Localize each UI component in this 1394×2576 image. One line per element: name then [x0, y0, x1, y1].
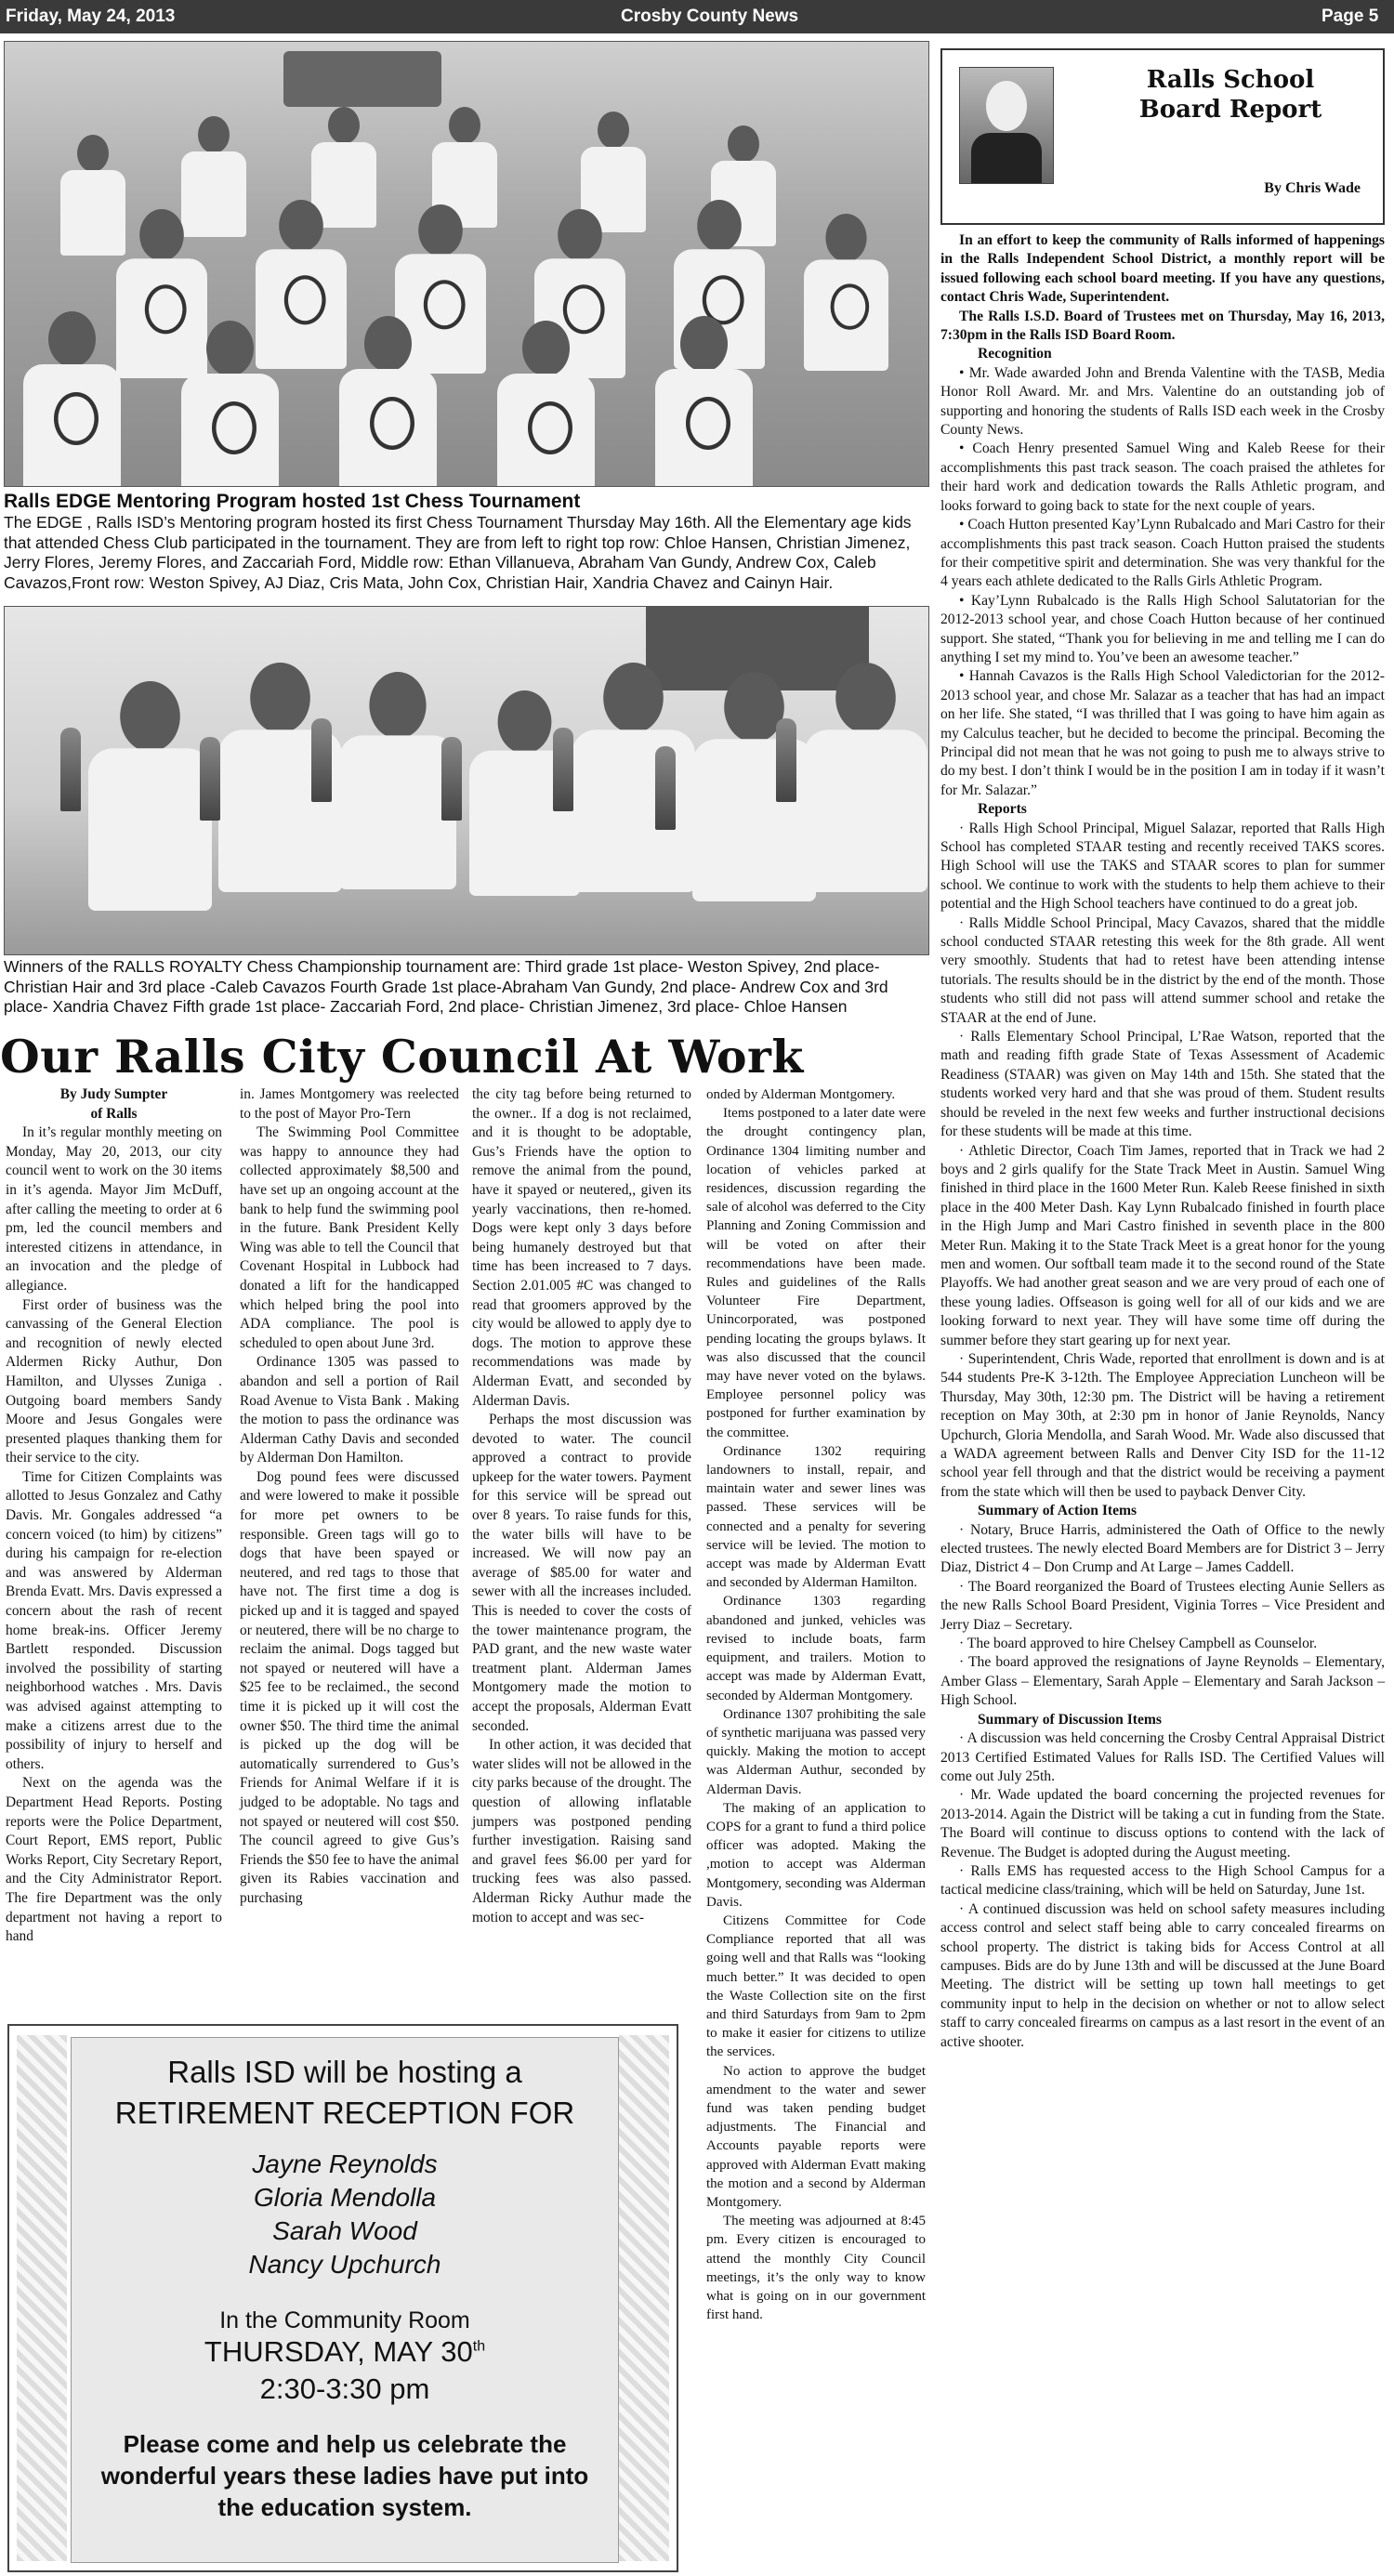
article-paragraph: The meeting was adjourned at 8:45 pm. Every citizen is encouraged to attend the monthly City Council meetings, it’s the only way to know what is going on in our government first hand. — [706, 2214, 926, 2323]
report-paragraph: · Ralls Elementary School Principal, L’Rae Watson, reported that the math and reading fifth grade State of Texas Assessment of Academic Readiness (STAAR) was given on May 14th and 15th. She stated that the students worked very hard and that she was proud of them. Student results should be reveled in the next few weeks and further instructional decisions for these students will be made at this time. — [940, 1029, 1385, 1140]
board-report-header — [940, 48, 1385, 225]
report-paragraph: · The Board reorganized the Board of Trustees electing Aunie Sellers as the new Ralls School Board President, Viginia Torres – Vice President and Jerry Diaz – Secretary. — [940, 1578, 1385, 1633]
report-paragraph: • Kay’Lynn Rubalcado is the Ralls High School Salutatorian for the 2012-2013 school year, and chose Coach Hutton because of her continued support. She stated, “Thank you for believing in me and telling me I can do anything I set my mind to. You’ve been an awesome teacher.” — [940, 592, 1385, 665]
ad-line-1: Ralls ISD will be hosting a — [167, 2055, 522, 2089]
article-paragraph: No action to approve the budget amendment to the water and sewer fund was taken pending budget adjustments. The Financial and Accounts payable reports were approved with Alderman Evatt making the motion and a second by Alderman Montgomery. — [706, 2063, 926, 2210]
honoree-name: Jayne Reynolds — [252, 2149, 438, 2178]
article-column-1 — [6, 1085, 222, 1947]
article-paragraph: in. James Montgomery was reelected to the post of Mayor Pro-Tern — [240, 1086, 459, 1122]
report-section-heading: Reports — [978, 801, 1027, 818]
article-headline: Our Ralls City Council At Work — [0, 1030, 804, 1084]
ad-location: In the Community Room — [219, 2307, 470, 2333]
report-paragraph: · A continued discussion was held on school safety measures including access control and select staff being able to carry concealed firearms on school property. The district is taking bids for Access Control at all campuses. Bids are do by June 13th and will be discussed at the June Board Meeting. The district will be setting up town hall meetings to get community input to help in the decision on whether or not to allow select staff to carry concealed firearms on campus as a last resort in the event of an active shooter. — [940, 1900, 1385, 2050]
article-paragraph: Dog pound fees were discussed and were lowered to make it possible for more pet owners to be responsible. Green tags will go to dogs that have been spayed or neutered, and red tags to those that have not. The first time a dog is picked up and it is tagged and spayed or neutered, there will be no charge to reclaim the animal. Dogs tagged but not spayed or neutered will have a $25 fee to be reclaimed., the second time it is picked up it will cost the owner $50. The third time the animal is picked up the dog will be automatically surrendered to Gus’s Friends for Animal Welfare if it is judged to be adoptable. No tags and not spayed or neutered will cost $50. The council agreed to give Gus’s Friends the $50 fee to have the animal given its Rabies vaccination and purchasing — [240, 1468, 459, 1906]
article-column-3 — [472, 1085, 691, 1927]
ad-time: 2:30-3:30 pm — [259, 2372, 430, 2405]
photo1-title: Ralls EDGE Mentoring Program hosted 1st Chess Tournament — [4, 491, 581, 512]
ad-content — [71, 2037, 619, 2563]
floral-border-right — [619, 2035, 669, 2561]
article-paragraph: Next on the agenda was the Department Head Reports. Posting reports were the Police Department, Court Report, EMS report, Public Works Report, City Secretary Report, and the City Administrator Report. The fire Department was the only department not having a report to hand — [6, 1775, 222, 1945]
article-byline: By Judy Sumpter — [59, 1086, 168, 1102]
photo1-caption-block — [4, 491, 929, 593]
ad-day-suffix: th — [472, 2338, 486, 2355]
ad-date — [72, 2335, 618, 2369]
article-paragraph: Ordinance 1303 regarding abandoned and junked, vehicles was revised to include boats, farm equipment, and trailers. Motion to accept was made by Alderman Evatt, seconded by Alderman Montgomery. — [706, 1594, 926, 1703]
report-paragraph: · Ralls EMS has requested access to the High School Campus for a tactical medicine class/training, which will be held on Saturday, June 1st. — [940, 1862, 1385, 1899]
author-photo — [959, 67, 1054, 184]
honoree-name: Sarah Wood — [272, 2216, 417, 2245]
article-paragraph: Perhaps the most discussion was devoted to water. The council approved a contract to provide upkeep for the water towers. Payment for this service will be spread out over 8 years. To raise funds for this, the water bills will have to be increased. We will now pay an average of $85.00 for water and sewer with all the increases included. This is needed to cover the costs of the tower maintenance program, the PAD grant, and the new waste water treatment plant. Alderman James Montgomery made the motion to accept the proposals, Alderman Evatt seconded. — [472, 1412, 691, 1734]
retirement-reception-ad — [7, 2024, 678, 2572]
report-section-heading: Recognition — [978, 346, 1052, 362]
board-report-body — [940, 231, 1385, 2052]
article-paragraph: Time for Citizen Complaints was allotted to Jesus Gonzalez and Cathy Davis. Mr. Gongales addressed “a concern voiced (to him) by citizens” during his campaign for re-election and was answered by Alderman Brenda Evatt. Mrs. Davis expressed a concern about the rash of recent home break-ins. Officer Jeremy Bartlett responded. Discussion involved the possibility of starting neighborhood watches . Mrs. Davis was advised against attempting to make a citizens arrest due to the possibility of injury to herself and others. — [6, 1468, 222, 1772]
photo2-caption: Winners of the RALLS ROYALTY Chess Championship tournament are: Third grade 1st place- Weston Spivey, 2nd place- Christian Hair and 3rd place -Caleb Cavazos Fourth Grade 1st place-Abraham Van Gundy, 2nd place- Andrew Cox and 3rd place- Xandria Chavez Fifth grade 1st place- Zaccariah Ford, 2nd place- Christian Jimenez, 3rd place- Chloe Hansen — [4, 957, 888, 1016]
article-column-2 — [240, 1085, 459, 1909]
report-byline: By Chris Wade — [1264, 180, 1361, 196]
article-paragraph: Ordinance 1307 prohibiting the sale of synthetic marijuana was passed very quickly. Making the motion to accept was Alderman Authur, seconded by Alderman Davis. — [706, 1706, 926, 1797]
page-number: Page 5 — [1322, 7, 1379, 26]
honoree-name: Gloria Mendolla — [253, 2183, 437, 2212]
article-paragraph: The Swimming Pool Committee was happy to announce they had collected approximately $8,500 and have set up an ongoing account at the bank to help fund the swimming pool in the future. Bank President Kelly Wing was able to tell the Council that Covenant Hospital in Lubbock had donated a lift for the handicapped which helped bring the pool into ADA compliance. The pool is scheduled to open about June 3rd. — [240, 1124, 459, 1351]
photo1-caption: The EDGE , Ralls ISD’s Mentoring program hosted its first Chess Tournament Thursday May 16th. All the Elementary age kids that attended Chess Club participated in the tournament. They are from left to right top row: Chloe Hansen, Christian Jimenez, Jerry Flores, Jeremy Flores, and Zaccariah Ford, Middle row: Ethan Villanueva, Abraham Van Gundy, Andrew Cox, Caleb Cavazos,Front row: Weston Spivey, AJ Diaz, Cris Mata, John Cox, Christian Hair, Xandria Chavez and Cainyn Hair. — [4, 513, 912, 592]
honoree-name: Nancy Upchurch — [248, 2250, 441, 2279]
article-paragraph: In other action, it was decided that water slides will not be allowed in the city parks because of the drought. The question of allowing inflatable jumpers was postponed pending further investigation. Raising sand and gravel fees $6.00 per yard for trucking fees was also passed. Alderman Ricky Authur made the motion to accept and was sec- — [472, 1737, 691, 1925]
article-paragraph: The making of an application to COPS for a grant to fund a third police officer was adopted. Making the ,motion to accept was Alderman Montgomery, seconding was Alderman Davis. — [706, 1800, 926, 1910]
page-header — [0, 0, 1394, 33]
article-column-4 — [706, 1085, 926, 2324]
article-byline-town: of Ralls — [90, 1105, 138, 1122]
report-paragraph: · Athletic Director, Coach Tim James, reported that in Track we had 2 boys and 2 girls qualify for the State Track Meet in Austin. Samuel Wing finished in third place in the 1600 Meter Run. Kaleb Reese finished in sixth place in the 400 Meter Dash. Kay Lynn Rubalcado finished in fourth place in the High Jump and Mari Castro finished in seventh place in the 800 Meter Run. Making it to the State Track Meet is a great honor for the young men and women. Our softball team made it to the second round of the State Playoffs. We had another great season and we are very proud of each one of these young ladies. Offseason is going well for all of our kids and we are looking forward to next year. They will have some time off during the summer before they start gearing up for next year. — [940, 1142, 1385, 1348]
report-paragraph: • Mr. Wade awarded John and Brenda Valentine with the TASB, Media Honor Roll Award. Mr. and Mrs. Valentine do an outstanding job of supporting and honoring the students of Ralls ISD each week in the Crosby County News. — [940, 364, 1385, 439]
ad-line-2: RETIREMENT RECEPTION FOR — [114, 2096, 575, 2130]
ad-day: THURSDAY, MAY 30 — [204, 2335, 473, 2368]
report-section-heading: Summary of Discussion Items — [978, 1711, 1162, 1728]
report-paragraph: · Notary, Bruce Harris, administered the Oath of Office to the newly elected trustees. The newly elected Board Members are for District 3 – Jerry Diaz, District 4 – Don Crump and At Large – James Caddell. — [940, 1521, 1385, 1576]
report-title-line-1: Ralls School — [1146, 66, 1315, 94]
chess-club-group-photo — [4, 41, 929, 487]
floral-border-left — [17, 2035, 67, 2561]
ad-closing: Please come and help us celebrate the wonderful years these ladies have put into the education system. — [100, 2430, 589, 2521]
report-paragraph: · The board approved the resignations of Jayne Reynolds – Elementary, Amber Glass – Elementary, Sarah Apple – Elementary and Sarah Jackson – High School. — [940, 1654, 1385, 1709]
report-paragraph: • Coach Henry presented Samuel Wing and Kaleb Reese for their accomplishments this past track season. The coach praised the athletes for their hard work and dedication towards the Ralls Athletic program, and looks forward to going back to state for the next couple of years. — [940, 440, 1385, 514]
report-paragraph: The Ralls I.S.D. Board of Trustees met on Thursday, May 16, 2013, 7:30pm in the Ralls ISD Board Room. — [940, 308, 1385, 344]
article-paragraph: Citizens Committee for Code Compliance reported that all was going well and that Ralls was “looking much better.” It was decided to open the Waste Collection site on the first and third Saturdays from 9am to 2pm to make it easier for citizens to utilize the services. — [706, 1912, 926, 2060]
article-paragraph: Ordinance 1305 was passed to abandon and sell a portion of Rail Road Avenue to Vista Bank . Making the motion to pass the ordinance was Alderman Cathy Davis and seconded by Alderman Don Hamilton. — [240, 1354, 459, 1466]
report-title-line-2: Board Report — [1138, 96, 1322, 124]
article-paragraph: the city tag before being returned to the owner.. If a dog is not reclaimed, and it is thought to be adoptable, Gus’s Friends have the option to remove the animal from the pound, have it spayed or neutered,, given its yearly vaccinations, then re-homed. Dogs were kept only 3 days before being humanely destroyed but that time has been increased to 7 days. Section 2.01.005 #C was changed to read that groomers approved by the city would be allowed to apply dye to dogs. The motion to approve these recommendations was made by Alderman Evatt, and seconded by Alderman Davis. — [472, 1086, 691, 1409]
article-paragraph: onded by Alderman Montgomery. — [706, 1087, 896, 1102]
issue-date: Friday, May 24, 2013 — [6, 7, 176, 26]
chess-winners-photo — [4, 606, 929, 955]
article-paragraph: Ordinance 1302 requiring landowners to install, repair, and maintain water and sewer lines was passed. These services will be connected and a penalty for severing service will be levied. The motion to accept was made by Alderman Evatt and seconded by Alderman Hamilton. — [706, 1443, 926, 1591]
newspaper-name: Crosby County News — [621, 7, 799, 26]
report-paragraph: · A discussion was held concerning the Crosby Central Appraisal District 2013 Certified Estimated Values for Ralls ISD. The Certified Values will come out July 25th. — [940, 1730, 1385, 1784]
article-paragraph: Items postponed to a later date were the drought contingency plan, Ordinance 1304 limiting number and location of vehicles parked at residences, discussion regarding the sale of alcohol was deferred to the City Planning and Zoning Commission and will be voted on after their recommendations have been made. Rules and guidelines of the Ralls Volunteer Fire Department, Unincorporated, was postponed pending locating the groups bylaws. It was also discussed that the council may have never voted on the bylaws. Employee personnel policy was postponed for further examination by the committee. — [706, 1106, 926, 1440]
report-paragraph: • Hannah Cavazos is the Ralls High School Valedictorian for the 2012-2013 school year, and chose Mr. Salazar as a teacher that has had an impact on her life. She stated, “I was thrilled that I was going to have him again as my Calculus teacher, but he decided to become the principal. Becoming the Principal did not mean that he was not going to push me to always strive to do my best. I don’t think I would be in the position I am in today if it wasn’t for Mr. Salazar.” — [940, 668, 1385, 798]
report-paragraph: • Coach Hutton presented Kay’Lynn Rubalcado and Mari Castro for their accomplishments this past track season. Coach Hutton praised the students for their competitive spirit and determination. She was very thankful for the 4 years each athlete dedicated to the Ralls Girls Athletic Program. — [940, 517, 1385, 590]
report-paragraph: · Mr. Wade updated the board concerning the projected revenues for 2013-2014. Again the District will be taking a cut in funding from the State. The Board will continue to discuss options to contend with the lack of Revenue. The Budget is adopted during the August meeting. — [940, 1787, 1385, 1860]
report-paragraph: · Superintendent, Chris Wade, reported that enrollment is down and is at 544 students Pre-K 3-12th. The Employee Appreciation Luncheon will be Thursday, May 30th, 12:30 pm. The District will be having a retirement reception on May 30th, at 2:30 pm in honor of Janie Reynolds, Nancy Upchurch, Gloria Mendolla, and Sarah Wood. Mr. Wade also discussed that a WADA agreement between Ralls and Denver City ISD for the 11-12 school year fell through and that the district would be receiving a payment from the state which will then be used to payback Denver City. — [940, 1350, 1385, 1500]
report-paragraph: In an effort to keep the community of Ralls informed of happenings in the Ralls Independent School District, a monthly report will be issued following each school board meeting. If you have any questions, contact Chris Wade, Superintendent. — [940, 232, 1385, 306]
article-paragraph: In it’s regular monthly meeting on Monday, May 20, 2013, our city council went to work on the 30 items in it’s agenda. Mayor Jim McDuff, after calling the meeting to order at 6 pm, led the council members and interested citizens in attendance, in an invocation and the pledge of allegiance. — [6, 1124, 222, 1294]
report-paragraph: · Ralls Middle School Principal, Macy Cavazos, shared that the middle school conducted STAAR retesting this week for the 8th grade. All went very smoothly. Students that had to retest have been attending intense tutorials. The results should be in the district by the end of the month. Those students who still did not pass will attend summer school and retake the STAAR at the end of June. — [940, 914, 1385, 1026]
article-paragraph: First order of business was the canvassing of the General Election and recognition of newly elected Aldermen Ricky Authur, Don Hamilton, and Ulysses Zuniga . Outgoing board members Sandy Moore and Jesus Gongales were presented plaques thanking them for their service to the city. — [6, 1296, 222, 1466]
report-paragraph: · Ralls High School Principal, Miguel Salazar, reported that Ralls High School has completed STAAR testing and recently received TAKS scores. High School will use the TAKS and STAAR scores to plan for summer school. We continue to work with the students to help them achieve to their potential and the High School teachers have continued to do a great job. — [940, 820, 1385, 913]
report-paragraph: · The board approved to hire Chelsey Campbell as Counselor. — [959, 1636, 1318, 1652]
report-section-heading: Summary of Action Items — [978, 1503, 1138, 1519]
